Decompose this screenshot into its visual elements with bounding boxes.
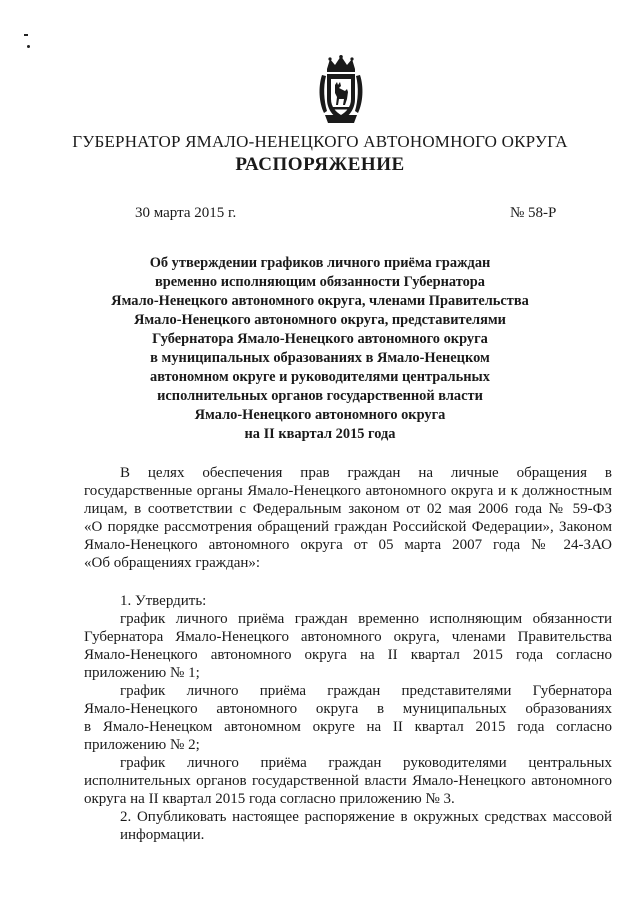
body-line: график личного приёма граждан представителями Губернатора — [120, 683, 612, 699]
schedule-1-paragraph — [84, 610, 612, 682]
body-line: Ямало-Ненецкого автономного округа на II квартал 2015 года согласно — [84, 647, 612, 663]
scan-speck — [24, 34, 28, 36]
body-line: государственные органы Ямало-Ненецкого автономного округа и к должностным — [84, 483, 612, 499]
item-1-heading: 1. Утвердить: — [120, 593, 207, 609]
scan-speck — [27, 45, 30, 48]
document-title — [80, 254, 560, 444]
title-line: Ямало-Ненецкого автономного округа — [194, 407, 446, 423]
document-number: № 58-Р — [510, 205, 557, 221]
item-2-paragraph — [84, 808, 612, 844]
preamble-paragraph — [84, 464, 612, 572]
schedule-3-paragraph — [84, 754, 612, 808]
body-line: приложению № 1; — [84, 665, 200, 681]
body-line: приложению № 2; — [84, 737, 200, 753]
body-line: округа на II квартал 2015 года согласно приложению № 3. — [84, 791, 455, 807]
body-line: график личного приёма граждан временно исполняющим обязанности — [120, 611, 612, 627]
title-line: временно исполняющим обязанности Губернатора — [154, 274, 485, 290]
title-line: в муниципальных образованиях в Ямало-Ненецком — [150, 350, 490, 366]
document-type-heading: РАСПОРЯЖЕНИЕ — [235, 154, 405, 175]
document-body — [84, 464, 612, 844]
title-line: на II квартал 2015 года — [244, 426, 396, 442]
body-line: информации. — [120, 827, 205, 843]
body-line: график личного приёма граждан руководителями центральных — [120, 755, 612, 771]
schedule-2-paragraph — [84, 682, 612, 754]
title-line: Ямало-Ненецкого автономного округа, членами Правительства — [111, 293, 529, 309]
body-line: «О порядке рассмотрения обращений граждан Российской Федерации», Законом — [84, 519, 612, 535]
document-date: 30 марта 2015 г. — [135, 205, 237, 221]
title-line: Губернатора Ямало-Ненецкого автономного округа — [152, 331, 488, 347]
authority-heading: ГУБЕРНАТОР ЯМАЛО-НЕНЕЦКОГО АВТОНОМНОГО ОКРУГА — [72, 132, 568, 151]
title-line: Ямало-Ненецкого автономного округа, представителями — [134, 312, 506, 328]
body-line: лицам, в соответствии с Федеральным законом от 02 мая 2006 года № 59-ФЗ — [84, 501, 612, 517]
body-line: 2. Опубликовать настоящее распоряжение в окружных средствах массовой — [120, 809, 612, 825]
title-line: автономном округе и руководителями центральных — [150, 369, 490, 385]
body-line: «Об обращениях граждан»: — [84, 555, 261, 571]
title-line: Об утверждении графиков личного приёма граждан — [149, 255, 491, 271]
title-line: исполнительных органов государственной власти — [157, 388, 483, 404]
body-line: В целях обеспечения прав граждан на личные обращения в — [120, 465, 612, 481]
body-line: исполнительных органов государственной власти Ямало-Ненецкого автономного — [84, 773, 612, 789]
body-line: Ямало-Ненецкого автономного округа в муниципальных образованиях — [84, 701, 612, 717]
coat-of-arms-icon — [318, 55, 364, 127]
paragraph-gap — [84, 572, 612, 592]
body-line: Ямало-Ненецкого автономного округа от 05 марта 2007 года № 24-ЗАО — [84, 537, 612, 553]
body-line: в Ямало-Ненецком автономном округе на II квартал 2015 года согласно — [84, 719, 612, 735]
body-line: Губернатора Ямало-Ненецкого автономного округа, членами Правительства — [84, 629, 612, 645]
